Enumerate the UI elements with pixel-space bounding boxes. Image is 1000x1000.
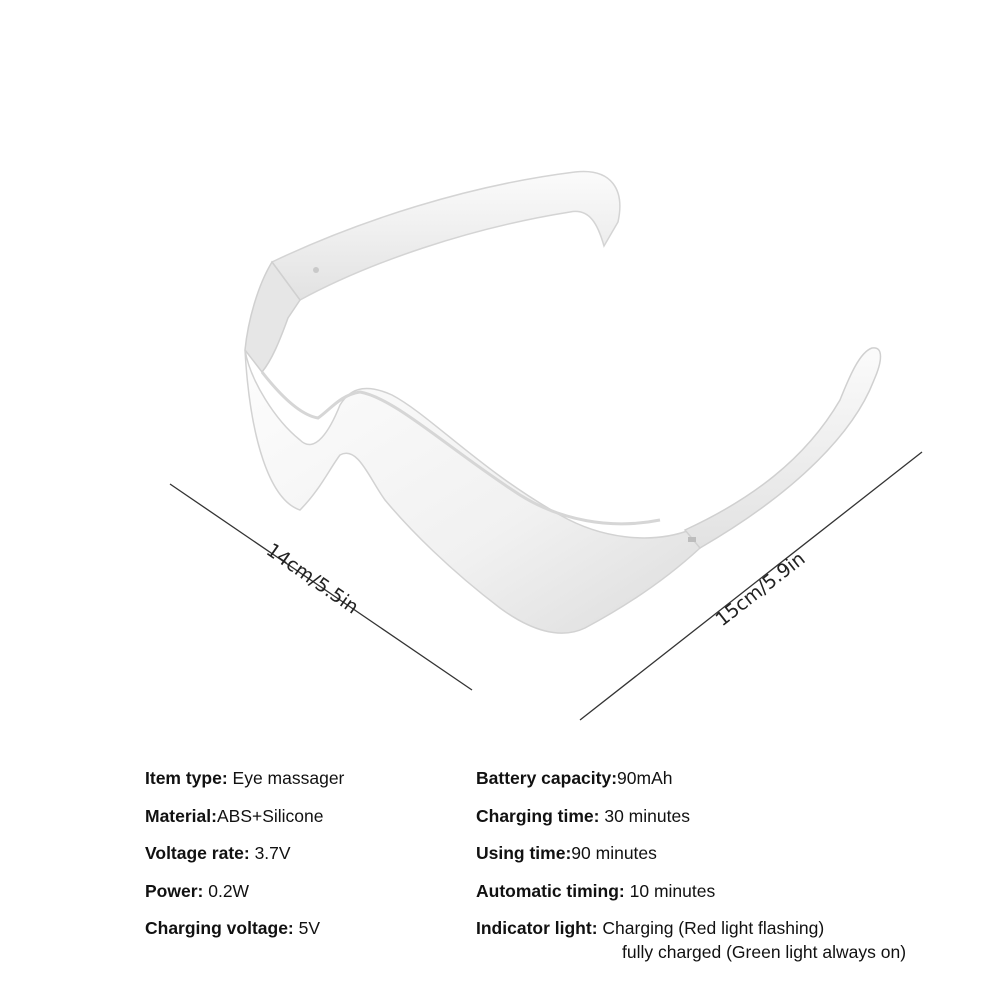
spec-item-type: Item type: Eye massager bbox=[145, 768, 345, 788]
near-temple-arm bbox=[685, 348, 881, 548]
charging-port-icon bbox=[688, 537, 696, 542]
spec-using-time: Using time:90 minutes bbox=[476, 843, 657, 863]
spec-charging-time: Charging time: 30 minutes bbox=[476, 805, 690, 826]
width-dimension-label: 14cm/5.5in bbox=[262, 539, 363, 619]
length-dimension-label: 15cm/5.9in bbox=[711, 547, 810, 631]
spec-battery-capacity: Battery capacity:90mAh bbox=[476, 768, 673, 788]
spec-list-right bbox=[476, 766, 907, 962]
button-icon bbox=[313, 267, 319, 273]
indicator-full-text: fully charged (Green light always on) bbox=[622, 942, 907, 962]
spec-charging-voltage: Charging voltage: 5V bbox=[145, 918, 321, 938]
spec-voltage-rate: Voltage rate: 3.7V bbox=[145, 843, 291, 863]
spec-indicator-light: Indicator light: Charging (Red light flashing) fully charged (Green light always on) bbox=[476, 918, 907, 962]
spec-automatic-timing: Automatic timing: 10 minutes bbox=[476, 880, 716, 901]
indicator-charging-text: Charging (Red light flashing) bbox=[602, 918, 825, 938]
spec-material: Material:ABS+Silicone bbox=[145, 805, 324, 826]
spec-power: Power: 0.2W bbox=[145, 880, 250, 901]
far-temple-arm bbox=[272, 172, 620, 300]
spec-list-left bbox=[145, 766, 344, 954]
